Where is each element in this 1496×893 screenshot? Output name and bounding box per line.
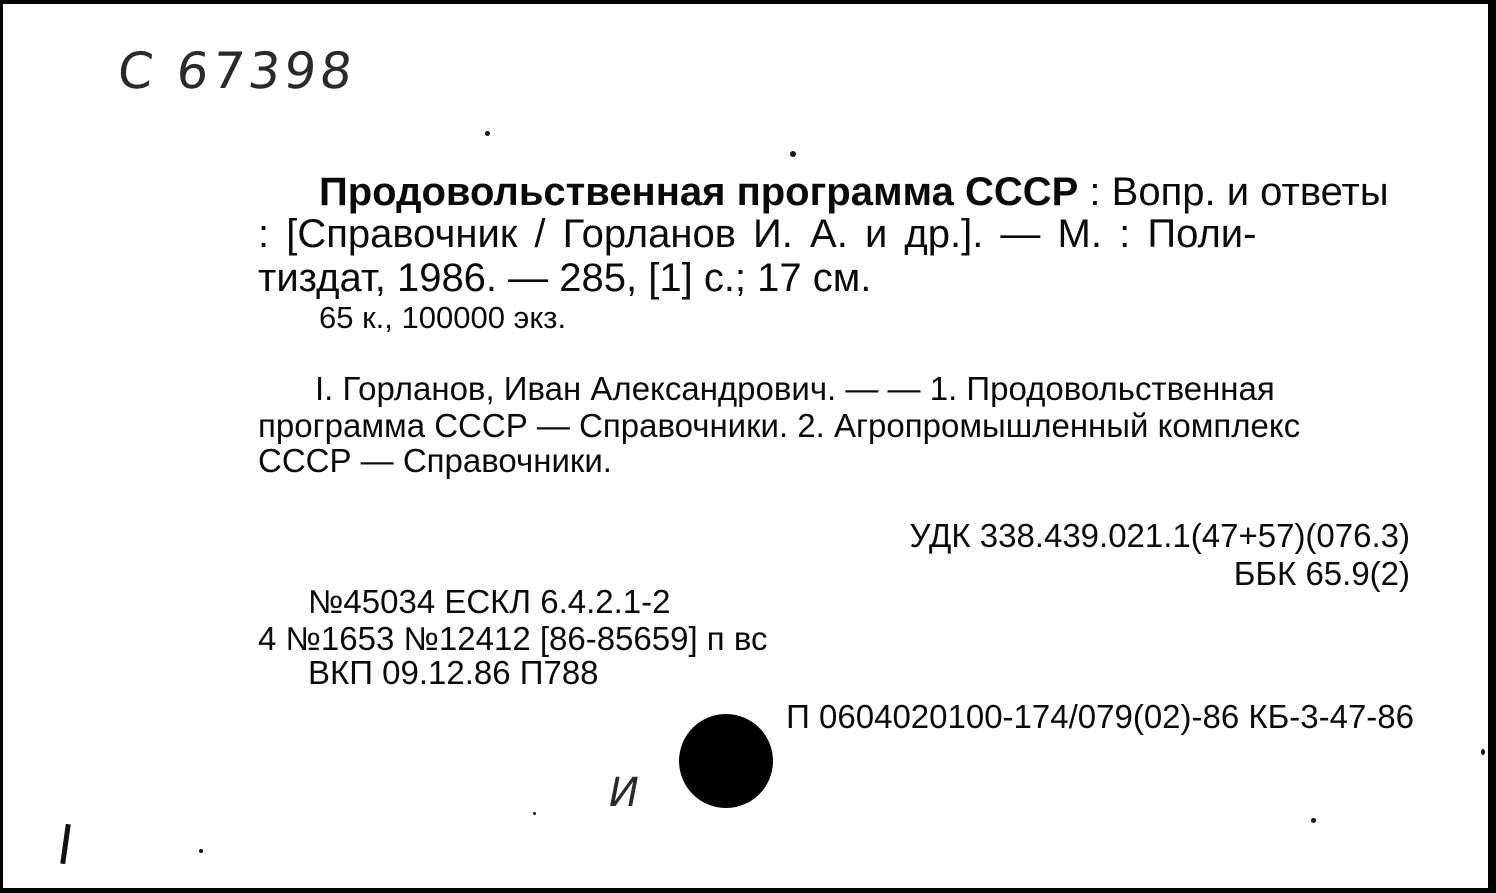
pencil-mark [60,824,71,864]
ink-speck [533,812,536,815]
handwritten-letter: И [609,770,639,816]
tracing-line-2: программа СССР — Справочники. 2. Агропромышленный комплекс [258,407,1301,444]
ink-speck [790,151,796,157]
tracing-line-3: СССР — Справочники. [258,442,612,479]
title-line-3: тиздат, 1986. — 285, [1] с.; 17 см. [258,256,872,300]
ink-speck [1311,818,1316,823]
title-line-1 [319,170,1389,214]
ink-speck [485,131,490,136]
publication-code: П 0604020100-174/079(02)-86 КБ-3-47-86 [786,698,1414,735]
ink-speck [199,849,203,853]
ref-line-2: 4 №1653 №12412 [86-85659] п вс [258,620,768,657]
bbk-index: ББК 65.9(2) [1233,555,1410,592]
title-bold: Продовольственная программа СССР [319,170,1079,214]
udk-index: УДК 338.439.021.1(47+57)(076.3) [909,517,1410,554]
title-rest: : Вопр. и ответы [1078,170,1389,214]
ref-line-3: ВКП 09.12.86 П788 [308,654,599,691]
price-line: 65 к., 100000 экз. [319,300,567,335]
punch-hole [679,714,773,808]
title-line-2: : [Справочник / Горланов И. А. и др.]. — М. : Поли- [258,212,1257,256]
tracing-line-1: I. Горланов, Иван Александрович. — — 1. Продовольственная [315,370,1275,407]
ref-line-1: №45034 ЕСКЛ 6.4.2.1-2 [308,583,671,620]
ink-speck [1481,749,1485,755]
shelf-mark: С 67398 [114,42,359,100]
